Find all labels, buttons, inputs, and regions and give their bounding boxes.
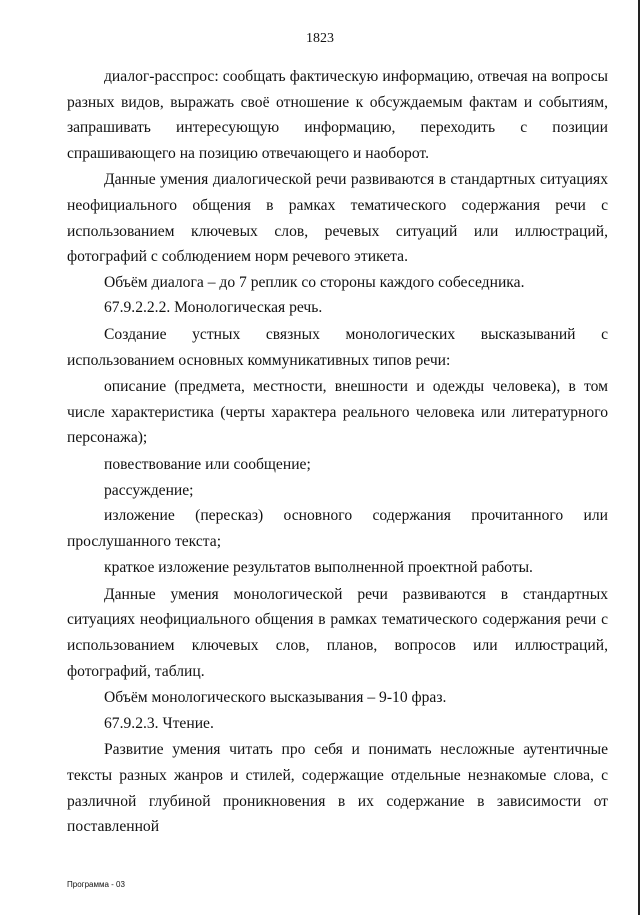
list-item-description: описание (предмета, местности, внешности и одежды человека), в том числе характеристика (черты характера реального человека или литературного персонажа); xyxy=(67,378,608,447)
page-number: 1823 xyxy=(306,31,334,46)
footer-program-label: Программа - 03 xyxy=(67,880,125,889)
paragraph-dialog-inquiry: диалог-расспрос: сообщать фактическую информацию, отвечая на вопросы разных видов, выражать своё отношение к обсуждаемым фактам и событиям, запрашивать интересующую информацию, переходить с позиции спрашивающего на позицию отвечающего и наоборот. xyxy=(67,68,608,162)
section-heading-reading: 67.9.2.3. Чтение. xyxy=(104,714,214,732)
list-item-retelling: изложение (пересказ) основного содержания прочитанного или прослушанного текста; xyxy=(67,507,608,550)
paragraph-monologue-intro: Создание устных связных монологических высказываний с использованием основных коммуникативных типов речи: xyxy=(67,325,608,369)
paragraph-reading-skills: Развитие умения читать про себя и понимать несложные аутентичные тексты разных жанров и стилей, содержащие отдельные незнакомые слова, с различной глубиной проникновения в их содержание в зависимости от поставленной xyxy=(67,741,608,836)
document-body xyxy=(67,64,608,840)
paragraph-dialog-volume: Объём диалога – до 7 реплик со стороны каждого собеседника. xyxy=(104,273,525,291)
paragraph-dialog-skills: Данные умения диалогической речи развиваются в стандартных ситуациях неофициального общения в рамках тематического содержания речи с использованием ключевых слов, речевых ситуаций или иллюстраций, фотографий с соблюдением норм речевого этикета. xyxy=(67,171,608,266)
paragraph-monologue-skills: Данные умения монологической речи развиваются в стандартных ситуациях неофициального общения в рамках тематического содержания речи с использованием ключевых слов, планов, вопросов или иллюстраций, фотографий, таблиц. xyxy=(67,585,608,680)
list-item-reasoning: рассуждение; xyxy=(104,481,194,499)
list-item-narration: повествование или сообщение; xyxy=(104,455,311,473)
list-item-project-summary: краткое изложение результатов выполненной проектной работы. xyxy=(104,559,533,577)
section-heading-monologue: 67.9.2.2.2. Монологическая речь. xyxy=(104,299,323,317)
paragraph-monologue-volume: Объём монологического высказывания – 9-10 фраз. xyxy=(104,689,447,707)
